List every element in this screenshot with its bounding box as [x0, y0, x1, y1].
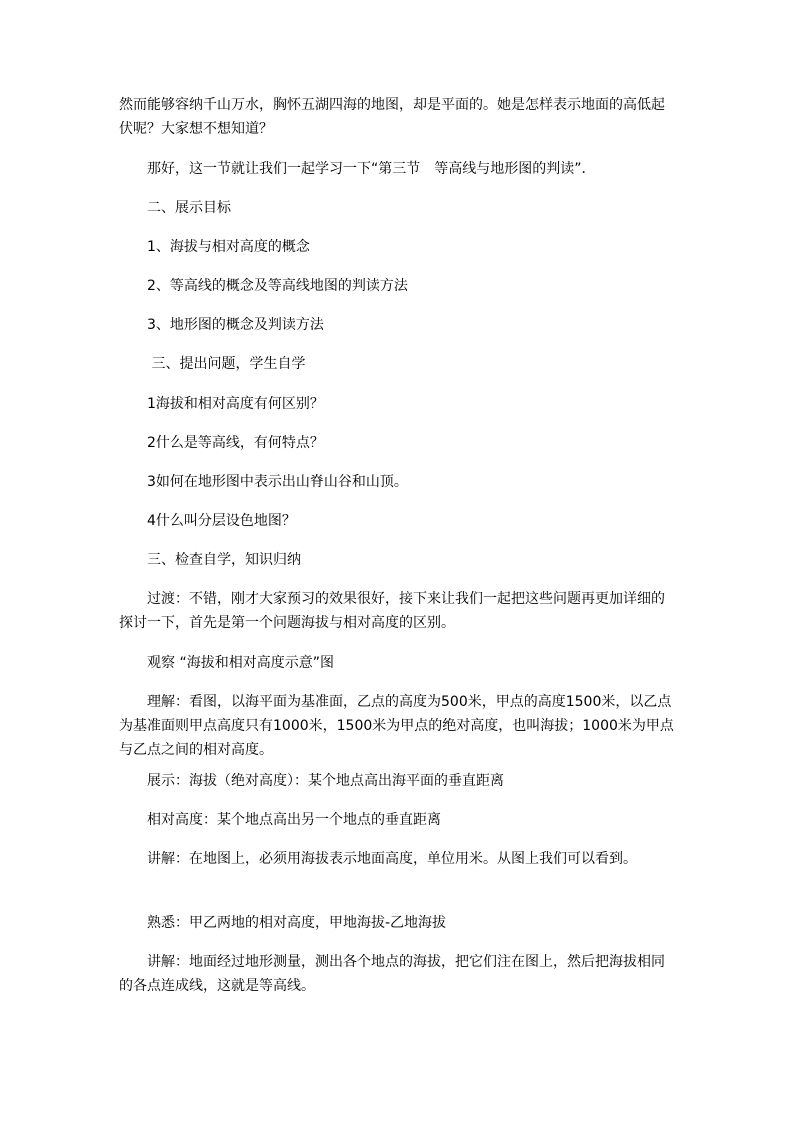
list-item: 3、地形图的概念及判读方法 — [119, 317, 324, 333]
paragraph: 讲解：在地图上，必须用海拔表示地面高度，单位用米。从图上我们可以看到。 — [119, 851, 637, 867]
paragraph: 展示：海拔（绝对高度）：某个地点高出海平面的垂直距离 — [119, 773, 504, 789]
paragraph: 观察 “海拔和相对高度示意”图 — [119, 655, 334, 671]
list-item: 4什么叫分层设色地图？ — [119, 513, 296, 529]
paragraph: 那好，这一节就让我们一起学习一下“第三节 等高线与地形图的判读”． — [119, 161, 596, 177]
paragraph: 熟悉：甲乙两地的相对高度，甲地海拔-乙地海拔 — [119, 915, 447, 931]
list-item: 1海拔和相对高度有何区别？ — [119, 396, 324, 412]
document-body — [119, 93, 675, 994]
paragraph: 相对高度：某个地点高出另一个地点的垂直距离 — [119, 812, 441, 828]
paragraph: 然而能够容纳千山万水，胸怀五湖四海的地图，却是平面的。她是怎样表示地面的高低起伏呢？大家想不想知道？ — [119, 97, 665, 137]
paragraph: 讲解：地面经过地形测量，测出各个地点的海拔，把它们注在图上，然后把海拔相同的各点连成线，这就是等高线。 — [119, 954, 665, 994]
list-item: 3如何在地形图中表示出山脊山谷和山顶。 — [119, 474, 408, 490]
list-item: 2、等高线的概念及等高线地图的判读方法 — [119, 278, 408, 294]
paragraph: 理解：看图，以海平面为基准面，乙点的高度为500米，甲点的高度1500米，以乙点为基准面则甲点高度只有1000米，1500米为甲点的绝对高度，也叫海拔；1000米为甲点与乙点之间的相对高度。 — [119, 694, 674, 758]
list-item: 1、海拔与相对高度的概念 — [119, 239, 310, 255]
list-item: 2什么是等高线，有何特点？ — [119, 435, 324, 451]
section-heading: 二、展示目标 — [119, 200, 231, 216]
section-heading: 三、提出问题，学生自学 — [119, 356, 306, 372]
section-heading: 三、检查自学，知识归纳 — [119, 552, 301, 568]
paragraph: 过渡：不错，刚才大家预习的效果很好，接下来让我们一起把这些问题再更加详细的探讨一下，首先是第一个问题海拔与相对高度的区别。 — [119, 591, 665, 631]
